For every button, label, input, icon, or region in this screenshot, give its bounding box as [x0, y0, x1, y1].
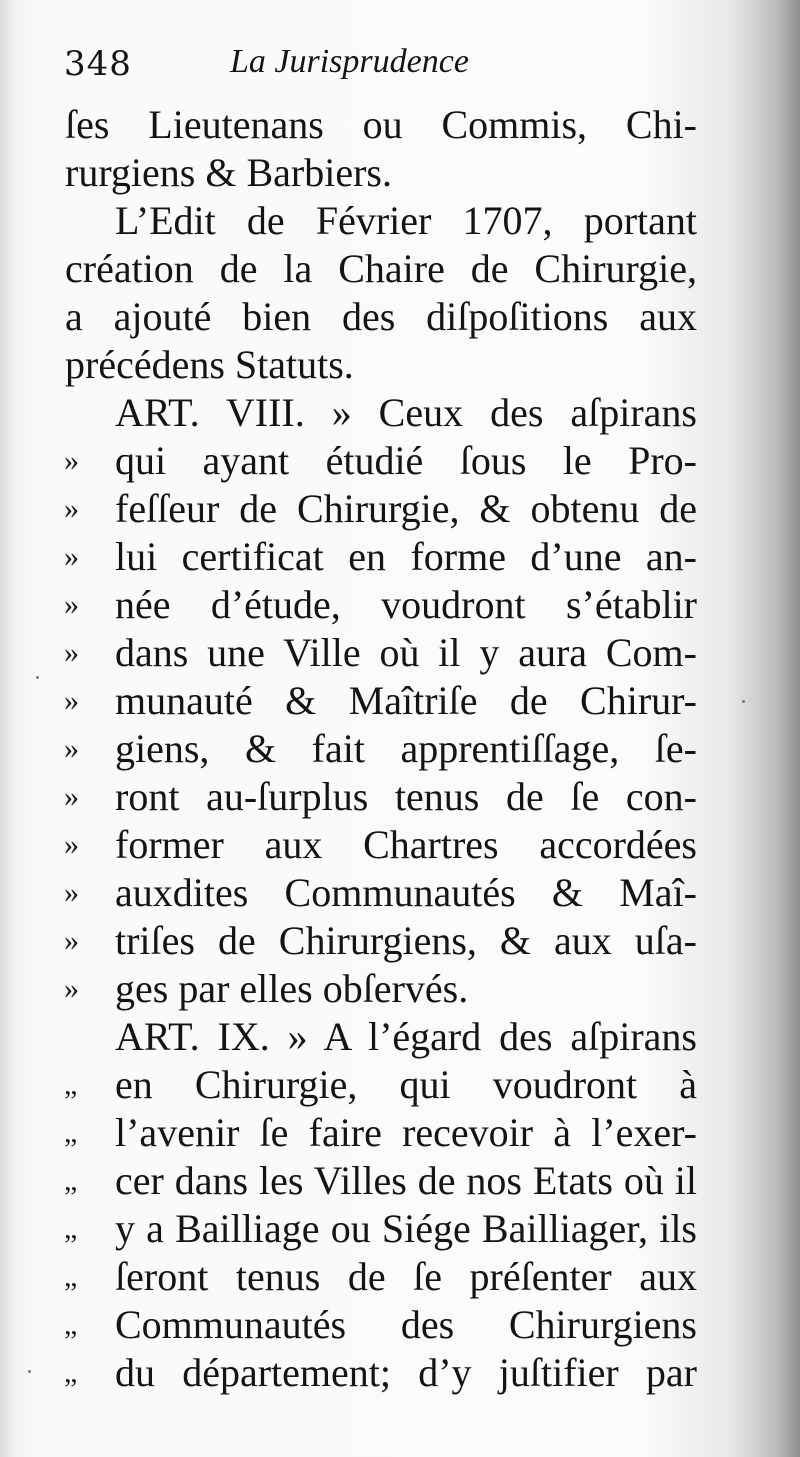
quote-mark: » — [64, 588, 79, 621]
quote-mark: » — [64, 492, 79, 525]
quote-mark: „ — [64, 1116, 78, 1149]
quote-mark: „ — [64, 1260, 78, 1293]
quote-mark: „ — [64, 1068, 78, 1101]
quote-mark: „ — [64, 1308, 78, 1341]
quote-mark: » — [64, 540, 79, 573]
quote-mark: » — [64, 636, 79, 669]
quote-mark: „ — [64, 1356, 78, 1389]
quote-mark: » — [64, 924, 79, 957]
text-line: ART. VIII. » Ceux des aſpirans — [115, 390, 697, 435]
text-line: qui ayant étudié ſous le Pro- — [115, 438, 697, 483]
text-line: ges par elles obſervés. — [115, 966, 469, 1011]
quote-mark: » — [64, 972, 79, 1005]
text-line: y a Bailliage ou Siége Bailliager, ils — [115, 1206, 697, 1251]
text-line: cer dans les Villes de nos Etats où il — [115, 1158, 697, 1203]
ink-speck — [28, 1370, 31, 1373]
text-line: ſes Lieutenans ou Commis, Chi- — [65, 102, 697, 147]
quote-mark: » — [64, 780, 79, 813]
running-title: La Jurisprudence — [230, 43, 469, 80]
text-line: ſeront tenus de ſe préſenter aux — [115, 1254, 697, 1299]
page-number: 348 — [64, 44, 132, 84]
text-line: feſſeur de Chirurgie, & obtenu de — [115, 486, 697, 531]
text-line: triſes de Chirurgiens, & aux uſa- — [115, 918, 697, 963]
text-line: création de la Chaire de Chirurgie, — [65, 246, 697, 291]
text-line: L’Edit de Février 1707, portant — [115, 198, 697, 243]
quote-mark: » — [64, 876, 79, 909]
text-line: rurgiens & Barbiers. — [65, 150, 392, 195]
text-line: ront au-ſurplus tenus de ſe con- — [115, 774, 697, 819]
text-line: précédens Statuts. — [65, 342, 354, 387]
text-line: née d’étude, voudront s’établir — [115, 582, 697, 627]
ink-speck — [742, 700, 745, 703]
text-line: lui certificat en forme d’une an- — [115, 534, 697, 579]
quote-mark: » — [64, 732, 79, 765]
ink-speck — [36, 676, 39, 679]
text-line: a ajouté bien des diſpoſitions aux — [65, 294, 697, 339]
text-line: l’avenir ſe faire recevoir à l’exer- — [115, 1110, 697, 1155]
text-line: munauté & Maîtriſe de Chirur- — [115, 678, 697, 723]
text-line: ART. IX. » A l’égard des aſpirans — [115, 1014, 697, 1059]
quote-mark: » — [64, 444, 79, 477]
text-line: en Chirurgie, qui voudront à — [115, 1062, 697, 1107]
text-line: Communautés des Chirurgiens — [115, 1302, 697, 1347]
quote-mark: „ — [64, 1212, 78, 1245]
text-line: dans une Ville où il y aura Com- — [115, 630, 697, 675]
text-line: giens, & fait apprentiſſage, ſe- — [115, 726, 697, 771]
text-line: auxdites Communautés & Maî- — [115, 870, 697, 915]
quote-mark: » — [64, 828, 79, 861]
quote-mark: „ — [64, 1164, 78, 1197]
quote-mark: » — [64, 684, 79, 717]
text-line: former aux Chartres accordées — [115, 822, 697, 867]
text-line: du département; d’y juſtifier par — [115, 1350, 697, 1395]
